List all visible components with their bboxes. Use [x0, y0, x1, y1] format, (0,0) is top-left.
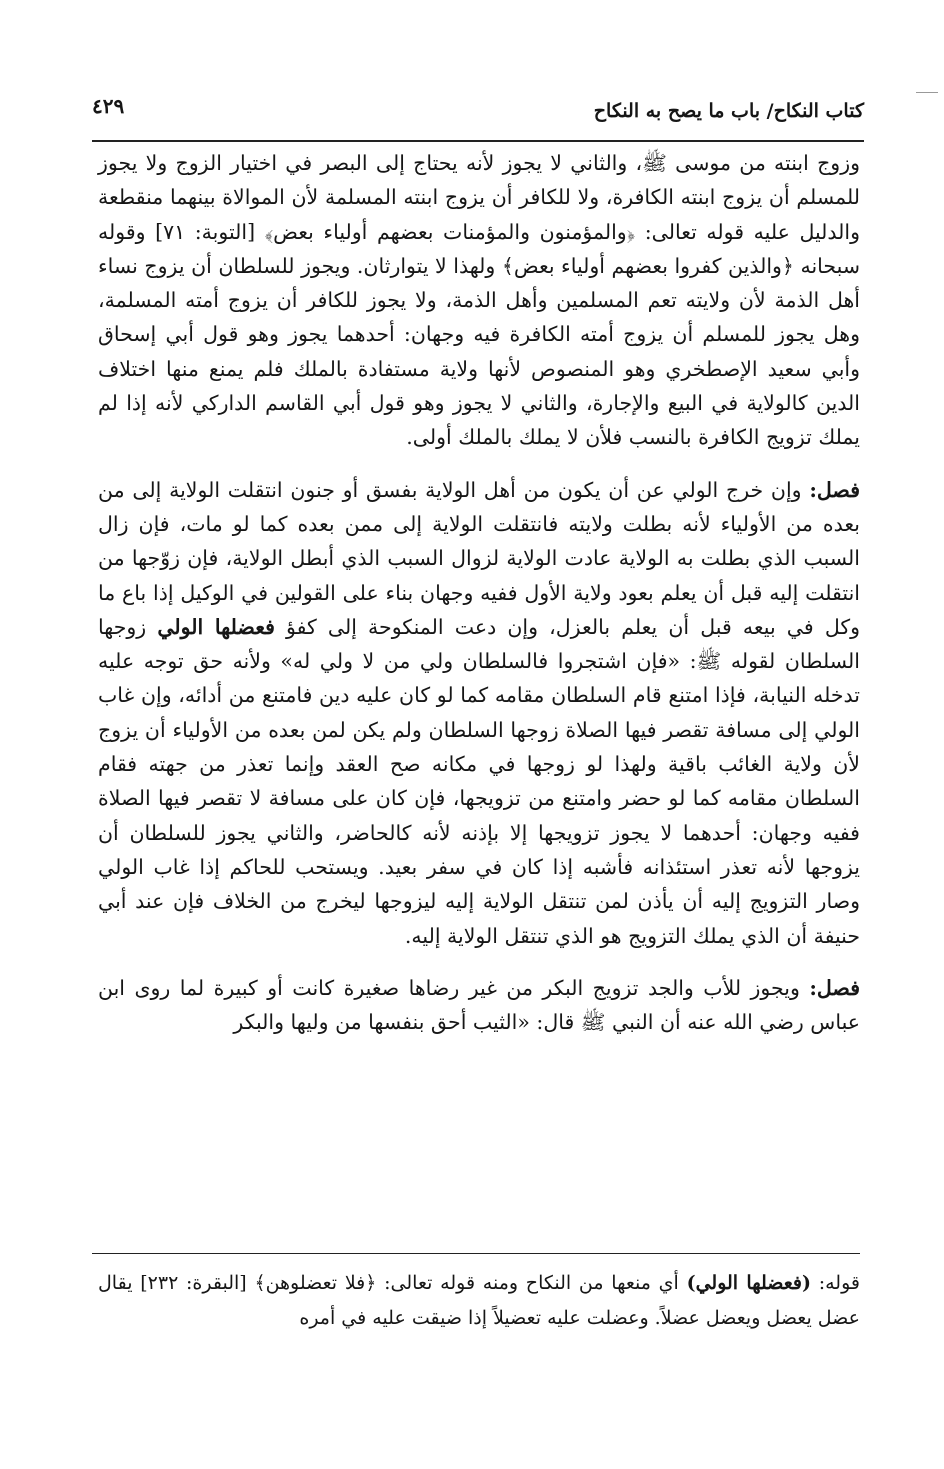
section-label: فصل:	[809, 477, 860, 502]
paragraph-2	[98, 473, 860, 953]
paragraph-text: ويجوز للأب والجد تزويج البكر من غير رضاها صغيرة كانت أو كبيرة لما روى ابن عباس رضي الله عنه أن النبي ﷺ قال: «الثيب أحق بنفسها من وليها والبكر	[98, 975, 860, 1035]
header-divider	[92, 140, 864, 142]
main-text	[98, 146, 860, 1039]
page-number: ٤٢٩	[92, 94, 125, 118]
footnote-intro: قوله:	[810, 1272, 860, 1294]
glossed-term: فعضلها الولي	[157, 614, 275, 639]
paragraph-text: وإن خرج الولي عن أن يكون من أهل الولاية بفسق أو جنون انتقلت الولاية إلى من بعده من الأولياء لأنه بطلت ولايته فانتقلت الولاية إلى ممن بعده كما لو مات، فإن زال السبب الذي بطلت به الولاية عادت الولاية لزوال السبب الذي أبطل الولاية، فإن زوّجها من انتقلت إليه قبل أن يعلم بعود ولاية الأول ففيه وجهان بناء على القولين في الوكيل إذا باع ما وكل في بيعه قبل أن يعلم بالعزل، وإن دعت المنكوحة إلى كفؤ	[98, 477, 861, 639]
running-title: كتاب النكاح/ باب ما يصح به النكاح	[593, 100, 864, 122]
margin-mark	[916, 92, 938, 93]
page-header	[92, 92, 864, 136]
footnote-paragraph	[98, 1266, 860, 1336]
paragraph-1: وزوج ابنته من موسى ﷺ، والثاني لا يجوز لأنه يحتاج إلى البصر في اختيار الزوج ولا يجوز للمسلم أن يزوج ابنته الكافرة، ولا للكافر أن يزوج ابنته المسلمة لأن الموالاة بينهما منقطعة والدليل عليه قوله تعالى: ﴿والمؤمنون والمؤمنات بعضهم أولياء بعض﴾ [التوبة: ٧١] وقوله سبحانه ﴿والذين كفروا بعضهم أولياء بعض﴾ ولهذا لا يتوارثان. ويجوز للسلطان أن يزوج نساء أهل الذمة لأن ولايته تعم المسلمين وأهل الذمة، ولا يجوز للكافر أن يزوج أمته المسلمة، وهل يجوز للمسلم أن يزوج أمته الكافرة فيه وجهان: أحدهما يجوز وهو قول أبي إسحاق وأبي سعيد الإصطخري وهو المنصوص لأنها ولاية مستفادة بالملك فلم يمنع منها اختلاف الدين كالولاية في البيع والإجارة، والثاني لا يجوز وهو قول أبي القاسم الداركي لأنه إذا لم يملك تزويج الكافرة بالنسب فلأن لا يملك بالملك أولى.	[98, 151, 861, 450]
footnote	[98, 1266, 860, 1336]
footnote-divider	[92, 1253, 860, 1254]
footnote-text: أي منعها من النكاح ومنه قوله تعالى: ﴿فلا تعضلوهن﴾ [البقرة: ٢٣٢] يقال عضل يعضل ويعضل عضلاً. وعضلت عليه تعضيلاً إذا ضيقت عليه في أمره	[98, 1272, 860, 1329]
paragraph-text: زوجها السلطان لقوله ﷺ: «فإن اشتجروا فالسلطان ولي من لا ولي له» ولأنه حق توجه عليه تدخله النيابة، فإذا امتنع قام السلطان مقامه كما لو كان عليه دين فامتنع من أدائه، وإن غاب الولي إلى مسافة تقصر فيها الصلاة زوجها السلطان ولم يكن لمن بعده من الأولياء أن يزوج لأن ولاية الغائب باقية ولهذا لو زوجها في مكانه صح العقد وإنما تعذر من جهته فقام السلطان مقامه كما لو حضر وامتنع من تزويجها، فإن كان على مسافة لا تقصر فيها الصلاة ففيه وجهان: أحدهما لا يجوز تزويجها إلا بإذنه لأنه كالحاضر، والثاني يجوز للسلطان أن يزوجها لأنه تعذر استئذانه فأشبه إذا كان في سفر بعيد. ويستحب للحاكم إذا غاب الولي وصار التزويج إليه أن يأذن لمن تنتقل الولاية إليه ليزوجها ليخرج من الخلاف فإن عند أبي حنيفة أن الذي يملك التزويج هو الذي تنتقل الولاية إليه.	[98, 614, 860, 948]
footnote-term: (فعضلها الولي)	[686, 1272, 811, 1294]
paragraph-3	[98, 971, 860, 1040]
section-label: فصل:	[809, 975, 860, 1000]
